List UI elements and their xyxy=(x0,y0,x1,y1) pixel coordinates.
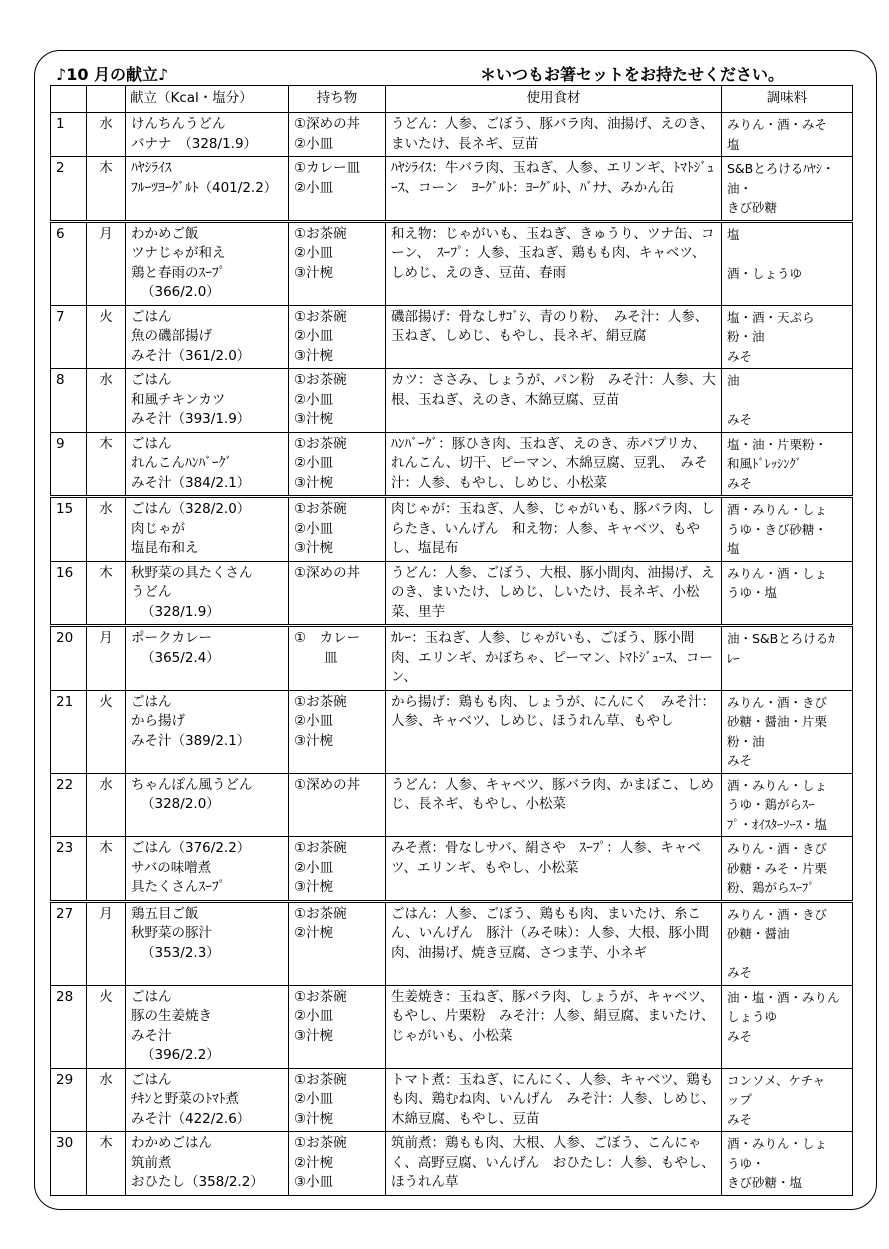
seasoning-line: 砂糖・醤油 xyxy=(727,926,790,941)
dishes-cell xyxy=(289,1068,386,1132)
seasonings-cell xyxy=(722,113,853,157)
dishes-cell xyxy=(289,837,386,902)
menu-line: 塩昆布和え xyxy=(131,540,199,556)
menu-line: バナナ （328/1.9） xyxy=(131,135,258,152)
ingredients-cell xyxy=(386,221,722,305)
dish-line: ②小皿 xyxy=(294,455,334,471)
ingredients-text: トマト煮：玉ねぎ、にんにく、人参、キャベツ、鶏もも肉、鶏むね肉、いんげん みそ汁：人参、しめじ、木綿豆腐、もやし、豆苗 xyxy=(391,1071,715,1127)
menu-cell xyxy=(126,901,289,985)
seasoning-line: みりん・酒・きび xyxy=(727,694,828,710)
seasonings-cell xyxy=(722,837,853,902)
ingredients-text: 生姜焼き：玉ねぎ、豚バラ肉、しょうが、キャベツ、もやし、片栗粉 みそ汁：人参、絹豆腐、まいたけ、じゃがいも、小松菜 xyxy=(391,988,715,1044)
ingredients-text: 筑前煮：鶏もも肉、大根、人参、ごぼう、こんにゃく、高野豆腐、いんげん おひたし：人参、もやし、ほうれん草 xyxy=(391,1135,715,1190)
seasoning-line: みそ xyxy=(727,753,753,768)
menu-cell xyxy=(126,113,289,157)
menu-line: ﾌﾙｰﾂﾖｰｸﾞﾙﾄ（401/2.2） xyxy=(131,179,278,196)
seasonings-cell xyxy=(722,985,853,1068)
dish-line: ②小皿 xyxy=(294,328,334,344)
seasonings-cell xyxy=(722,561,853,626)
weekday-cell: 水 xyxy=(87,113,126,157)
seasoning-line: みそ xyxy=(727,965,753,980)
table-row xyxy=(51,1132,853,1196)
menu-line: （328/2.0） xyxy=(141,796,220,812)
dish-line: ②小皿 xyxy=(294,245,334,261)
menu-line: ごはん xyxy=(131,372,172,388)
ingredients-cell xyxy=(386,901,722,985)
weekday-cell: 水 xyxy=(87,497,126,562)
dish-line: 皿 xyxy=(324,649,338,666)
seasoning-line: 塩・酒・天ぷら xyxy=(727,309,815,325)
menu-line: ごはん xyxy=(131,988,172,1005)
menu-line: みそ汁（361/2.0） xyxy=(131,347,251,364)
day-cell: 9 xyxy=(51,432,87,497)
table-row xyxy=(51,1068,853,1132)
dish-line: ①深めの丼 xyxy=(294,776,361,793)
dish-line: ①お茶碗 xyxy=(294,435,347,452)
header-dow xyxy=(87,86,126,113)
dishes-cell xyxy=(289,432,386,497)
header-menu: 献立（Kcal・塩分） xyxy=(126,86,289,113)
dish-line: ①お茶碗 xyxy=(294,308,347,325)
table-row xyxy=(51,690,853,773)
menu-line: ごはん xyxy=(131,693,172,710)
weekday-cell: 月 xyxy=(87,221,126,305)
ingredients-cell xyxy=(386,690,722,773)
menu-cell xyxy=(126,1132,289,1196)
menu-line: ごはん（328/2.0） xyxy=(131,501,251,517)
menu-line: （366/2.0） xyxy=(141,284,220,300)
dishes-cell xyxy=(289,221,386,305)
menu-line: （396/2.2） xyxy=(141,1047,220,1063)
dish-line: ③汁椀 xyxy=(294,540,334,556)
weekday-cell: 月 xyxy=(87,901,126,985)
weekday-cell: 木 xyxy=(87,1132,126,1196)
day-cell: 1 xyxy=(51,113,87,157)
dish-line: ③小皿 xyxy=(294,1174,334,1190)
ingredients-text: 肉じゃが：玉ねぎ、人参、じゃがいも、豚バラ肉、しらたき、いんげん 和え物：人参、キャベツ、もやし、塩昆布 xyxy=(391,501,715,556)
ingredients-text: ﾊﾝﾊﾞｰｸﾞ：豚ひき肉、玉ねぎ、えのき、赤パプリカ、れんこん、切干、ピーマン、木綿豆腐、豆乳、 みそ汁：人参、もやし、しめじ、小松菜 xyxy=(391,435,708,491)
dish-line: ①お茶碗 xyxy=(294,501,347,517)
seasonings-cell xyxy=(722,221,853,305)
dish-line: ②小皿 xyxy=(294,859,334,876)
menu-line: ごはん xyxy=(131,308,172,325)
day-cell: 22 xyxy=(51,773,87,837)
dish-line: ①お茶碗 xyxy=(294,1135,347,1151)
menu-line: けんちんうどん xyxy=(131,116,226,132)
dishes-cell xyxy=(289,901,386,985)
menu-line: ごはん xyxy=(131,435,172,452)
ingredients-cell xyxy=(386,113,722,157)
table-row xyxy=(51,497,853,562)
menu-line: みそ汁 xyxy=(131,1027,172,1044)
dish-line: ③汁椀 xyxy=(294,1027,334,1044)
dish-line: ①お茶碗 xyxy=(294,693,347,710)
seasoning-line: S&Bとろけるﾊﾔｼ・ xyxy=(727,161,835,176)
weekday-cell: 水 xyxy=(87,369,126,433)
dish-line: ②小皿 xyxy=(294,713,334,729)
menu-line: れんこんﾊﾝﾊﾞｰｸﾞ xyxy=(131,455,233,471)
seasoning-line: みそ xyxy=(727,348,753,364)
menu-line: 魚の磯部揚げ xyxy=(131,328,212,344)
menu-line: （365/2.4） xyxy=(141,649,220,666)
dishes-cell xyxy=(289,157,386,222)
table-row xyxy=(51,773,853,837)
seasonings-cell xyxy=(722,1068,853,1132)
menu-line: みそ汁（422/2.6） xyxy=(131,1110,251,1127)
seasoning-line: きび砂糖・塩 xyxy=(727,1175,803,1190)
menu-line: ﾁｷﾝと野菜のﾄﾏﾄ煮 xyxy=(131,1091,239,1107)
table-header-row xyxy=(51,86,853,113)
day-cell: 8 xyxy=(51,369,87,433)
dish-line: ①お茶碗 xyxy=(294,372,347,388)
weekday-cell: 火 xyxy=(87,305,126,369)
seasoning-line: 塩 xyxy=(727,136,740,152)
dish-line: ①お茶碗 xyxy=(294,225,347,242)
weekday-cell: 水 xyxy=(87,1068,126,1132)
table-row xyxy=(51,157,853,222)
table-row xyxy=(51,626,853,691)
dish-line: ②小皿 xyxy=(294,391,334,408)
dishes-cell xyxy=(289,561,386,626)
header-ingredients: 使用食材 xyxy=(386,86,722,113)
header-day xyxy=(51,86,87,113)
ingredients-cell xyxy=(386,561,722,626)
ingredients-cell xyxy=(386,626,722,691)
dish-line: ③汁椀 xyxy=(294,1110,334,1127)
seasoning-line: うゆ・ xyxy=(727,1155,765,1171)
menu-line: みそ汁（389/2.1） xyxy=(131,732,251,749)
seasoning-line: 酒・みりん・しょ xyxy=(727,777,828,793)
menu-cell xyxy=(126,561,289,626)
seasonings-cell xyxy=(722,157,853,222)
dish-line: ① カレー xyxy=(294,630,361,646)
seasoning-line: うゆ・きび砂糖・ xyxy=(727,521,828,537)
dish-line: ②小皿 xyxy=(294,179,334,196)
ingredients-cell xyxy=(386,837,722,902)
menu-line: ちゃんぽん風うどん xyxy=(131,776,253,793)
weekday-cell: 木 xyxy=(87,561,126,626)
seasoning-line: 油 xyxy=(727,373,740,388)
seasoning-line: みりん・酒・しょ xyxy=(727,565,828,581)
seasoning-line: 酒・みりん・しょ xyxy=(727,502,828,517)
seasonings-cell xyxy=(722,773,853,837)
seasoning-line xyxy=(727,391,847,411)
weekday-cell: 月 xyxy=(87,626,126,691)
seasoning-line: 塩 xyxy=(727,541,740,556)
ingredients-cell xyxy=(386,1068,722,1132)
menu-line: 秋野菜の豚汁 xyxy=(131,925,212,941)
day-cell: 6 xyxy=(51,221,87,305)
dish-line: ③汁椀 xyxy=(294,879,334,895)
dish-line: ①お茶碗 xyxy=(294,1071,347,1088)
dish-line: ②汁椀 xyxy=(294,1154,334,1171)
dish-line: ①お茶碗 xyxy=(294,905,347,922)
weekday-cell: 木 xyxy=(87,837,126,902)
dish-line: ①お茶碗 xyxy=(294,988,347,1005)
seasoning-line: みそ xyxy=(727,412,753,427)
menu-line: ポークカレー xyxy=(131,630,212,646)
seasonings-cell xyxy=(722,901,853,985)
seasoning-line: 酒・みりん・しょ xyxy=(727,1136,828,1151)
ingredients-text: カツ：ささみ、しょうが、パン粉 みそ汁：人参、大根、玉ねぎ、えのき、木綿豆腐、豆苗 xyxy=(391,372,716,408)
menu-line: 具たくさんｽｰﾌﾟ xyxy=(131,879,226,895)
dish-line: ①深めの丼 xyxy=(294,564,361,581)
seasoning-line: ップ xyxy=(727,1092,753,1107)
menu-line: （353/2.3） xyxy=(141,944,220,961)
dishes-cell xyxy=(289,773,386,837)
menu-line: ごはん xyxy=(131,1071,172,1088)
day-cell: 23 xyxy=(51,837,87,902)
menu-cell xyxy=(126,985,289,1068)
header-dishes: 持ち物 xyxy=(289,86,386,113)
menu-table-body xyxy=(51,113,853,1196)
menu-line: （328/1.9） xyxy=(141,603,220,620)
dish-line: ②汁椀 xyxy=(294,925,334,941)
menu-line: から揚げ xyxy=(131,713,185,729)
menu-cell xyxy=(126,497,289,562)
seasonings-cell xyxy=(722,690,853,773)
seasoning-line: みそ xyxy=(727,475,753,491)
dish-line: ②小皿 xyxy=(294,1008,334,1024)
seasonings-cell xyxy=(722,626,853,691)
weekday-cell: 木 xyxy=(87,432,126,497)
seasoning-line: 砂糖・みそ・片栗 xyxy=(727,860,828,876)
dishes-cell xyxy=(289,690,386,773)
menu-line: 秋野菜の具たくさん xyxy=(131,564,253,581)
seasoning-line: うゆ・鶏がらｽｰ xyxy=(727,797,815,812)
seasoning-line: 和風ﾄﾞﾚｯｼﾝｸﾞ xyxy=(727,456,803,471)
menu-cell xyxy=(126,1068,289,1132)
day-cell: 30 xyxy=(51,1132,87,1196)
weekday-cell: 木 xyxy=(87,157,126,222)
header-seasonings: 調味料 xyxy=(722,86,853,113)
menu-table xyxy=(50,85,853,1196)
seasoning-line: 塩 xyxy=(727,226,740,242)
seasonings-cell xyxy=(722,1132,853,1196)
dish-line: ③汁椀 xyxy=(294,347,334,364)
dish-line: ③汁椀 xyxy=(294,411,334,427)
day-cell: 28 xyxy=(51,985,87,1068)
dish-line: ①お茶碗 xyxy=(294,840,347,856)
ingredients-cell xyxy=(386,497,722,562)
day-cell: 27 xyxy=(51,901,87,985)
menu-line: みそ汁（393/1.9） xyxy=(131,411,251,427)
menu-line: ﾊﾔｼﾗｲｽ xyxy=(131,160,172,176)
table-row xyxy=(51,432,853,497)
day-cell: 7 xyxy=(51,305,87,369)
ingredients-cell xyxy=(386,985,722,1068)
table-row xyxy=(51,561,853,626)
day-cell: 16 xyxy=(51,561,87,626)
menu-cell xyxy=(126,157,289,222)
menu-line: 肉じゃが xyxy=(131,520,185,537)
dish-line: ②小皿 xyxy=(294,1091,334,1107)
menu-line: 鶏五目ご飯 xyxy=(131,905,199,922)
dishes-cell xyxy=(289,1132,386,1196)
ingredients-cell xyxy=(386,1132,722,1196)
seasonings-cell xyxy=(722,497,853,562)
seasoning-line xyxy=(727,944,847,964)
menu-line: 豚の生姜焼き xyxy=(131,1008,212,1024)
seasoning-line: 粉・油 xyxy=(727,329,765,344)
menu-cell xyxy=(126,369,289,433)
menu-line: サバの味噌煮 xyxy=(131,859,212,876)
ingredients-text: うどん：人参、ごぼう、豚バラ肉、油揚げ、えのき、まいたけ、長ネギ、豆苗 xyxy=(391,116,714,152)
seasoning-line: 砂糖・醤油・片栗 xyxy=(727,714,828,729)
menu-cell xyxy=(126,837,289,902)
seasonings-cell xyxy=(722,369,853,433)
ingredients-text: うどん：人参、ごぼう、大根、豚小間肉、油揚げ、えのき、まいたけ、しめじ、しいたけ、長ネギ、小松菜、里芋 xyxy=(391,564,715,620)
day-cell: 29 xyxy=(51,1068,87,1132)
table-row xyxy=(51,985,853,1068)
table-row xyxy=(51,837,853,902)
weekday-cell: 水 xyxy=(87,773,126,837)
ingredients-text: から揚げ：鶏もも肉、しょうが、にんにく みそ汁：人参、キャベツ、しめじ、ほうれん草、もやし xyxy=(391,693,715,729)
menu-cell xyxy=(126,690,289,773)
day-cell: 15 xyxy=(51,497,87,562)
seasoning-line: ﾌﾟ・ｵｲｽﾀｰｿｰｽ・塩 xyxy=(727,816,828,832)
page-title: ♪10 月の献立♪ xyxy=(56,65,169,84)
seasoning-line: みりん・酒・みそ xyxy=(727,117,828,132)
ingredients-text: ごはん：人参、ごぼう、鶏もも肉、まいたけ、糸こん、いんげん 豚汁（みそ味）：人参、大根、豚小間肉、油揚げ、焼き豆腐、さつま芋、小ネギ xyxy=(391,905,710,961)
dish-line: ②小皿 xyxy=(294,135,334,152)
seasoning-line: 油・ xyxy=(727,180,753,196)
dishes-cell xyxy=(289,369,386,433)
dishes-cell xyxy=(289,626,386,691)
table-row xyxy=(51,369,853,433)
ingredients-cell xyxy=(386,432,722,497)
menu-line: わかめごはん xyxy=(131,1135,212,1151)
seasoning-line: 粉、鶏がらｽｰﾌﾟ xyxy=(727,880,815,895)
dishes-cell xyxy=(289,985,386,1068)
ingredients-text: 和え物：じゃがいも、玉ねぎ、きゅうり、ツナ缶、コーン、 ｽｰﾌﾟ：人参、玉ねぎ、鶏もも肉、キャベツ、しめじ、えのき、豆苗、春雨 xyxy=(391,225,715,281)
seasoning-line: 酒・しょうゆ xyxy=(727,265,803,281)
day-cell: 2 xyxy=(51,157,87,222)
ingredients-text: 磯部揚げ：骨なしｻｺﾞｼ、青のり粉、 みそ汁：人参、玉ねぎ、しめじ、もやし、長ネギ、絹豆腐 xyxy=(391,308,709,344)
seasoning-line: ﾚｰ xyxy=(727,650,740,666)
dish-line: ②小皿 xyxy=(294,520,334,537)
day-cell: 20 xyxy=(51,626,87,691)
seasoning-line: みりん・酒・きび xyxy=(727,841,828,856)
menu-cell xyxy=(126,221,289,305)
table-row xyxy=(51,221,853,305)
menu-line: ツナじゃが和え xyxy=(131,245,226,261)
menu-line: わかめご飯 xyxy=(131,225,199,242)
menu-cell xyxy=(126,773,289,837)
menu-line: 筑前煮 xyxy=(131,1154,172,1171)
menu-line: 和風チキンカツ xyxy=(131,391,226,408)
seasoning-line: 塩・油・片栗粉・ xyxy=(727,436,828,452)
seasoning-line: 油・S&Bとろけるｶ xyxy=(727,631,835,646)
menu-line: ごはん（376/2.2） xyxy=(131,840,251,856)
dishes-cell xyxy=(289,305,386,369)
weekday-cell: 火 xyxy=(87,985,126,1068)
dish-line: ③汁椀 xyxy=(294,474,334,491)
menu-line: うどん xyxy=(131,584,172,600)
menu-cell xyxy=(126,432,289,497)
dishes-cell xyxy=(289,113,386,157)
seasonings-cell xyxy=(722,305,853,369)
ingredients-cell xyxy=(386,369,722,433)
seasoning-line: うゆ・塩 xyxy=(727,585,778,600)
ingredients-text: みそ煮：骨なしサバ、絹さや ｽｰﾌﾟ：人参、キャベツ、エリンギ、もやし、小松菜 xyxy=(391,840,701,876)
dish-line: ①深めの丼 xyxy=(294,116,361,132)
menu-cell xyxy=(126,305,289,369)
seasoning-line: みそ xyxy=(727,1028,753,1044)
seasoning-line: みそ xyxy=(727,1111,753,1127)
seasoning-line: きび砂糖 xyxy=(727,200,778,215)
dish-line: ③汁椀 xyxy=(294,264,334,281)
ingredients-text: うどん：人参、キャベツ、豚バラ肉、かまぼこ、しめじ、長ネギ、もやし、小松菜 xyxy=(391,776,715,812)
menu-line: 鶏と春雨のｽｰﾌﾟ xyxy=(131,264,226,281)
seasoning-line: しょうゆ xyxy=(727,1009,778,1024)
seasonings-cell xyxy=(722,432,853,497)
ingredients-text: ﾊﾔｼﾗｲｽ：牛バラ肉、玉ねぎ、人参、エリンギ、ﾄﾏﾄｼﾞｭｰｽ、コーン ﾖｰｸﾞﾙﾄ：ﾖｰｸﾞﾙﾄ、ﾊﾞﾅﾅ、みかん缶 xyxy=(391,160,714,196)
ingredients-cell xyxy=(386,157,722,222)
notice-text: ＊いつもお箸セットをお持たせください。 xyxy=(480,65,785,84)
ingredients-text: ｶﾚｰ：玉ねぎ、人参、じゃがいも、ごぼう、豚小間肉、エリンギ、かぼちゃ、ピーマン、ﾄﾏﾄｼﾞｭｰｽ、コーン、 xyxy=(391,630,713,685)
seasoning-line: 粉・油 xyxy=(727,733,765,749)
seasoning-line: コンソメ、ケチャ xyxy=(727,1072,826,1088)
ingredients-cell xyxy=(386,305,722,369)
dish-line: ①カレー皿 xyxy=(294,160,361,176)
weekday-cell: 火 xyxy=(87,690,126,773)
ingredients-cell xyxy=(386,773,722,837)
day-cell: 21 xyxy=(51,690,87,773)
seasoning-line xyxy=(727,244,847,264)
seasoning-line: 油・塩・酒・みりん xyxy=(727,989,840,1005)
dish-line: ③汁椀 xyxy=(294,732,334,749)
table-row xyxy=(51,305,853,369)
table-row xyxy=(51,113,853,157)
seasoning-line: みりん・酒・きび xyxy=(727,906,828,922)
menu-cell xyxy=(126,626,289,691)
menu-line: みそ汁（384/2.1） xyxy=(131,474,251,491)
menu-line: おひたし（358/2.2） xyxy=(131,1174,264,1190)
table-row xyxy=(51,901,853,985)
dishes-cell xyxy=(289,497,386,562)
